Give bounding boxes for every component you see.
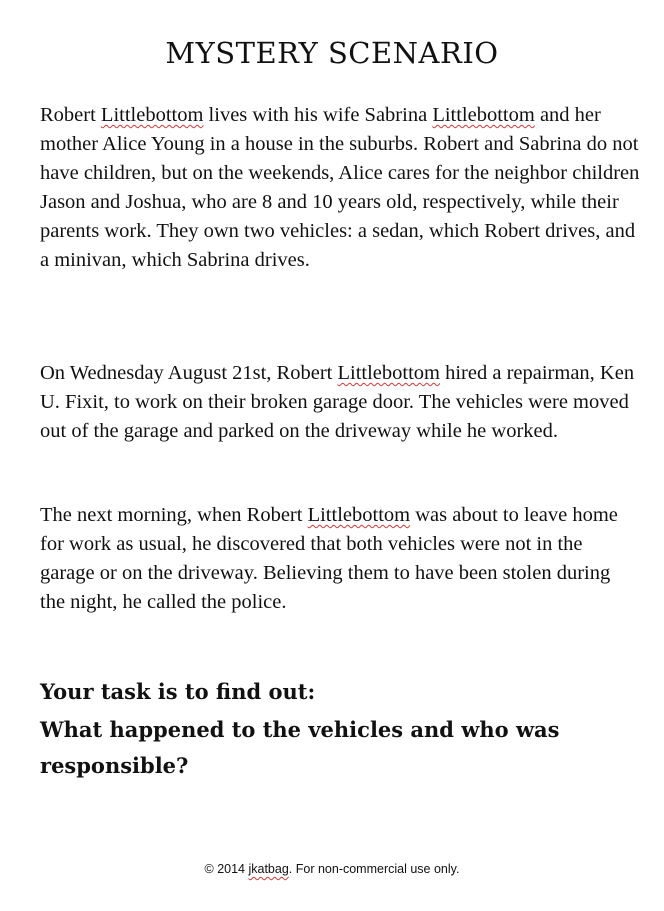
copyright-brand: jkatbag: [248, 862, 289, 876]
paragraph-text: lives with his wife Sabrina: [203, 104, 433, 126]
copyright-suffix: . For non-commercial use only.: [288, 862, 460, 876]
paragraph-intro: [40, 101, 640, 275]
paragraph-text: The next morning, when Robert: [40, 504, 308, 526]
surname-misspelling-flag: Littlebottom: [307, 504, 411, 526]
task-question: What happened to the vehicles and who was responsible?: [40, 717, 560, 778]
paragraph-repairman: [40, 359, 640, 446]
surname-misspelling-flag: Littlebottom: [100, 104, 204, 126]
paragraph-text: On Wednesday August 21st, Robert: [40, 362, 338, 384]
copyright-footer: [0, 862, 664, 876]
page-title: MYSTERY SCENARIO: [165, 36, 499, 70]
surname-misspelling-flag: Littlebottom: [432, 104, 535, 126]
surname-misspelling-flag: Littlebottom: [337, 362, 440, 384]
task-heading: Your task is to find out:: [40, 679, 316, 704]
paragraph-discovery: [40, 501, 640, 617]
paragraph-text: was about to leave home for work as usual, he discovered that both vehicles were not in the garage or on the driveway. Believing them to have been stolen during the night, he called the police.: [40, 504, 618, 613]
paragraph-text: and her mother Alice Young in a house in the suburbs. Robert and Sabrina do not have children, but on the weekends, Alice cares for the neighbor children Jason and Joshua, who are 8 and 10 years old, respectively, while their parents work. They own two vehicles: a sedan, which Robert drives, and a minivan, which Sabrina drives.: [40, 104, 640, 271]
copyright-prefix: © 2014: [204, 862, 249, 876]
paragraph-text: Robert: [40, 104, 101, 126]
paragraph-text: hired a repairman, Ken U. Fixit, to work on their broken garage door. The vehicles were moved out of the garage and parked on the driveway while he worked.: [40, 362, 635, 442]
